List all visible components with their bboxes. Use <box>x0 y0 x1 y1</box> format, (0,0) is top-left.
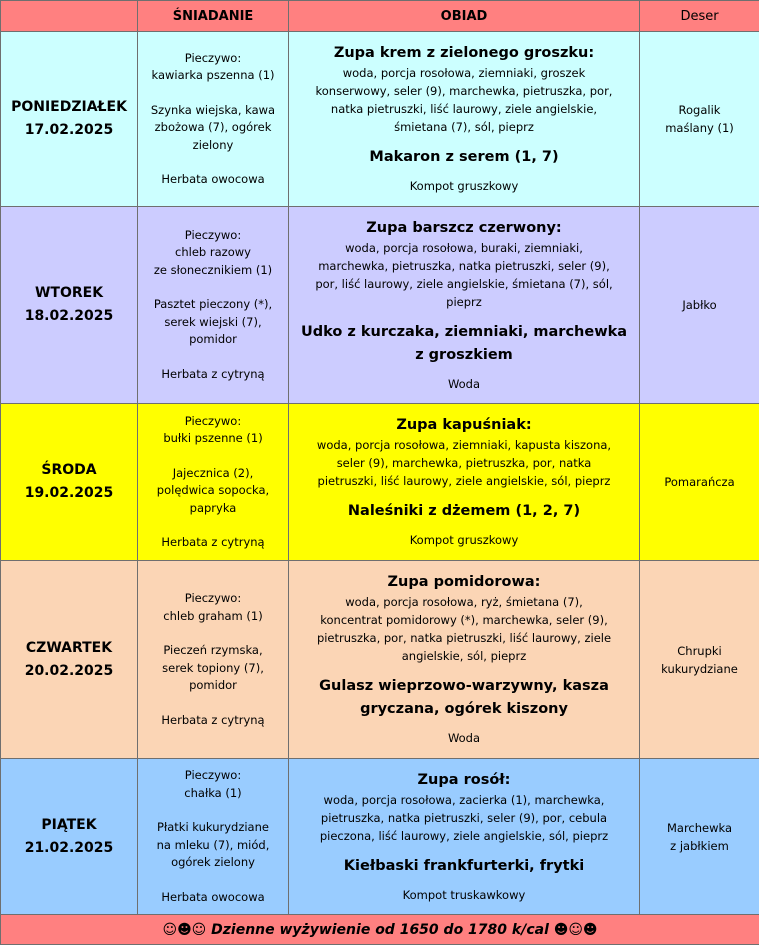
soup-ingredients-line: śmietana (7), sól, pieprz <box>289 118 639 136</box>
breakfast-line: serek topiony (7), <box>138 660 288 678</box>
main-course-line: z groszkiem <box>289 344 639 367</box>
breakfast-line: chleb razowy <box>138 244 288 262</box>
drink: Kompot gruszkowy <box>289 532 639 549</box>
soup-ingredients-line: koncentrat pomidorowy (*), marchewka, seler (9), <box>289 611 639 629</box>
breakfast-line: chałka (1) <box>138 785 288 803</box>
main-course <box>289 855 639 878</box>
soup-ingredients-line: woda, porcja rosołowa, zacierka (1), marchewka, <box>289 791 639 809</box>
breakfast-line: zielony <box>138 137 288 155</box>
dessert-cell <box>640 207 759 404</box>
soup-ingredients <box>289 239 639 311</box>
soup-ingredients-line: woda, porcja rosołowa, ziemniaki, groszek <box>289 64 639 82</box>
spacer <box>138 85 288 102</box>
breakfast-line: pomidor <box>138 677 288 695</box>
footer-row <box>1 915 759 945</box>
day-date: 17.02.2025 <box>1 119 137 142</box>
dessert-line: z jabłkiem <box>640 837 759 855</box>
main-course-line: Kiełbaski frankfurterki, frytki <box>289 855 639 878</box>
spacer <box>138 802 288 819</box>
soup-ingredients-line: natka pietruszki, liść laurowy, ziele angielskie, <box>289 100 639 118</box>
breakfast-line: Szynka wiejska, kawa <box>138 102 288 120</box>
soup-title: Zupa krem z zielonego groszku: <box>289 43 639 64</box>
header-lunch: OBIAD <box>289 1 640 32</box>
dessert-cell <box>640 404 759 561</box>
day-cell <box>1 759 138 915</box>
breakfast-line: serek wiejski (7), <box>138 314 288 332</box>
breakfast-line: chleb graham (1) <box>138 608 288 626</box>
soup-title: Zupa barszcz czerwony: <box>289 218 639 239</box>
breakfast-line: Pieczywo: <box>138 227 288 245</box>
dessert-line: Marchewka <box>640 819 759 837</box>
soup-title: Zupa pomidorowa: <box>289 572 639 593</box>
spacer <box>138 448 288 465</box>
day-cell <box>1 561 138 759</box>
drink: Woda <box>289 730 639 747</box>
main-course-line: Naleśniki z dżemem (1, 2, 7) <box>289 500 639 523</box>
soup-ingredients-line: pietruszki, liść laurowy, ziele angielskie, sól, pieprz <box>289 472 639 490</box>
day-name: WTOREK <box>1 282 137 305</box>
breakfast-line: Herbata owocowa <box>138 889 288 907</box>
lunch-cell <box>289 207 640 404</box>
breakfast-line: Pieczywo: <box>138 590 288 608</box>
spacer <box>138 279 288 296</box>
header-breakfast: ŚNIADANIE <box>138 1 289 32</box>
lunch-cell <box>289 759 640 915</box>
header-row <box>1 1 759 32</box>
day-name: PONIEDZIAŁEK <box>1 96 137 119</box>
breakfast-line: pomidor <box>138 331 288 349</box>
day-row <box>1 759 759 915</box>
soup-ingredients-line: pietruszka, por, natka pietruszki, liść laurowy, ziele <box>289 629 639 647</box>
dessert-line: maślany (1) <box>640 119 759 137</box>
main-course <box>289 675 639 721</box>
breakfast-cell <box>138 759 289 915</box>
soup-ingredients-line: marchewka, pietruszka, natka pietruszki, seler (9), <box>289 257 639 275</box>
soup-ingredients <box>289 791 639 845</box>
header-dessert: Deser <box>640 1 759 32</box>
spacer <box>138 349 288 366</box>
drink: Woda <box>289 376 639 393</box>
dessert-line: kukurydziane <box>640 660 759 678</box>
breakfast-line: bułki pszenne (1) <box>138 430 288 448</box>
daily-calories-note: ☺☻☺ Dzienne wyżywienie od 1650 do 1780 k/cal ☻☺☻ <box>1 915 759 945</box>
breakfast-cell <box>138 32 289 207</box>
breakfast-line: Herbata z cytryną <box>138 712 288 730</box>
breakfast-line: Herbata z cytryną <box>138 366 288 384</box>
breakfast-line: papryka <box>138 500 288 518</box>
dessert-cell <box>640 32 759 207</box>
day-date: 21.02.2025 <box>1 837 137 860</box>
breakfast-line: ze słonecznikiem (1) <box>138 262 288 280</box>
breakfast-line: Pieczywo: <box>138 413 288 431</box>
day-name: PIĄTEK <box>1 814 137 837</box>
dessert-line: Chrupki <box>640 642 759 660</box>
soup-ingredients-line: pieprz <box>289 293 639 311</box>
dessert-cell <box>640 759 759 915</box>
soup-title: Zupa rosół: <box>289 770 639 791</box>
lunch-cell <box>289 32 640 207</box>
soup-ingredients-line: woda, porcja rosołowa, ziemniaki, kapusta kiszona, <box>289 436 639 454</box>
dessert-line: Rogalik <box>640 101 759 119</box>
soup-ingredients-line: angielskie, sól, pieprz <box>289 647 639 665</box>
breakfast-line: kawiarka pszenna (1) <box>138 67 288 85</box>
breakfast-line: Jajecznica (2), <box>138 465 288 483</box>
soup-ingredients-line: woda, porcja rosołowa, ryż, śmietana (7), <box>289 593 639 611</box>
spacer <box>138 695 288 712</box>
main-course <box>289 500 639 523</box>
main-course <box>289 321 639 367</box>
main-course <box>289 146 639 169</box>
breakfast-line: Pieczywo: <box>138 767 288 785</box>
dessert-line: Pomarańcza <box>640 473 759 491</box>
breakfast-line: na mleku (7), miód, <box>138 837 288 855</box>
breakfast-cell <box>138 207 289 404</box>
soup-ingredients <box>289 593 639 665</box>
spacer <box>138 625 288 642</box>
breakfast-line: Pasztet pieczony (*), <box>138 296 288 314</box>
day-date: 18.02.2025 <box>1 305 137 328</box>
soup-ingredients-line: pietruszka, natka pietruszki, seler (9), por, cebula <box>289 809 639 827</box>
drink: Kompot truskawkowy <box>289 887 639 904</box>
day-cell <box>1 404 138 561</box>
lunch-cell <box>289 561 640 759</box>
soup-title: Zupa kapuśniak: <box>289 415 639 436</box>
breakfast-line: ogórek zielony <box>138 854 288 872</box>
day-row <box>1 207 759 404</box>
breakfast-line: Pieczywo: <box>138 50 288 68</box>
spacer <box>138 154 288 171</box>
breakfast-cell <box>138 561 289 759</box>
day-cell <box>1 207 138 404</box>
spacer <box>138 872 288 889</box>
day-date: 20.02.2025 <box>1 660 137 683</box>
soup-ingredients-line: konserwowy, seler (9), marchewka, pietruszka, por, <box>289 82 639 100</box>
spacer <box>138 517 288 534</box>
dessert-line: Jabłko <box>640 296 759 314</box>
soup-ingredients <box>289 436 639 490</box>
soup-ingredients-line: woda, porcja rosołowa, buraki, ziemniaki, <box>289 239 639 257</box>
breakfast-line: polędwica sopocka, <box>138 482 288 500</box>
day-date: 19.02.2025 <box>1 482 137 505</box>
dessert-cell <box>640 561 759 759</box>
day-name: ŚRODA <box>1 459 137 482</box>
breakfast-line: Herbata z cytryną <box>138 534 288 552</box>
day-row <box>1 404 759 561</box>
main-course-line: Makaron z serem (1, 7) <box>289 146 639 169</box>
main-course-line: gryczana, ogórek kiszony <box>289 698 639 721</box>
breakfast-cell <box>138 404 289 561</box>
soup-ingredients-line: seler (9), marchewka, pietruszka, por, natka <box>289 454 639 472</box>
lunch-cell <box>289 404 640 561</box>
day-name: CZWARTEK <box>1 637 137 660</box>
breakfast-line: Pieczeń rzymska, <box>138 642 288 660</box>
soup-ingredients <box>289 64 639 136</box>
day-row <box>1 32 759 207</box>
breakfast-line: Herbata owocowa <box>138 171 288 189</box>
day-row <box>1 561 759 759</box>
day-cell <box>1 32 138 207</box>
soup-ingredients-line: por, liść laurowy, ziele angielskie, śmietana (7), sól, <box>289 275 639 293</box>
soup-ingredients-line: pieczona, liść laurowy, ziele angielskie, sól, pieprz <box>289 827 639 845</box>
breakfast-line: Płatki kukurydziane <box>138 819 288 837</box>
main-course-line: Gulasz wieprzowo-warzywny, kasza <box>289 675 639 698</box>
breakfast-line: zbożowa (7), ogórek <box>138 119 288 137</box>
header-day-cell <box>1 1 138 32</box>
drink: Kompot gruszkowy <box>289 178 639 195</box>
main-course-line: Udko z kurczaka, ziemniaki, marchewka <box>289 321 639 344</box>
